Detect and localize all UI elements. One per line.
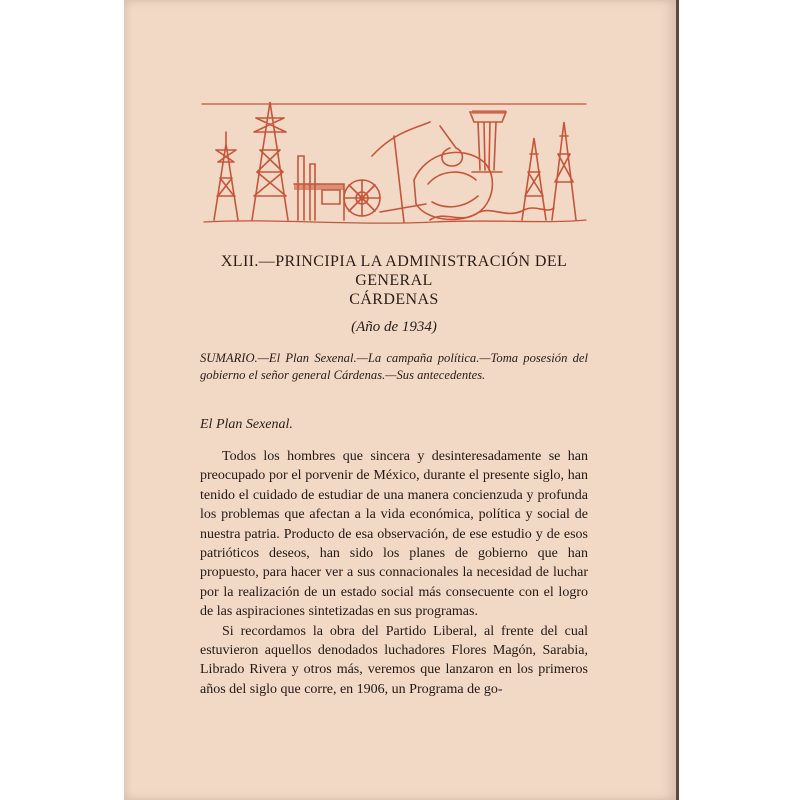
book-page [124, 0, 676, 800]
year-note: (Año de 1934) [351, 319, 437, 335]
page-edge [676, 0, 679, 800]
paragraph-1: Todos los hombres que sincera y desinteresadamente se han preocupado por el porvenir de México, durante el presente siglo, han tenido el cuidado de estudiar de una manera concienzuda y profunda los problemas que afectan a la vida económica, política y social de nuestra patria. Producto de esa observación, de ese estudio y de esos patrióticos deseos, han sido los planes de gobierno que han propuesto, para hacer ver a sus connacionales la necesidad de luchar por la realización de un estado social más consecuente con el logro de las aspiraciones sintetizadas en sus programas. [200, 449, 588, 620]
industrial-vignette-illustration [194, 92, 594, 227]
section-heading: El Plan Sexenal. [200, 417, 293, 432]
chapter-title [198, 252, 590, 309]
paragraph-2: Si recordamos la obra del Partido Liberal, al frente del cual estuvieron aquellos denodados luchadores Flores Magón, Sarabia, Librado Rivera y otros más, veremos que lanzaron en los primeros años del siglo que corre, en 1906, un Programa de go- [200, 623, 588, 697]
body-text [200, 447, 588, 699]
chapter-summary: SUMARIO.—El Plan Sexenal.—La campaña política.—Toma posesión del gobierno el señor general Cárdenas.—Sus antecedentes. [200, 351, 588, 382]
chapter-title-line-2: CÁRDENAS [349, 291, 439, 308]
chapter-title-line-1: XLII.—PRINCIPIA LA ADMINISTRACIÓN DEL GENERAL [220, 253, 568, 289]
